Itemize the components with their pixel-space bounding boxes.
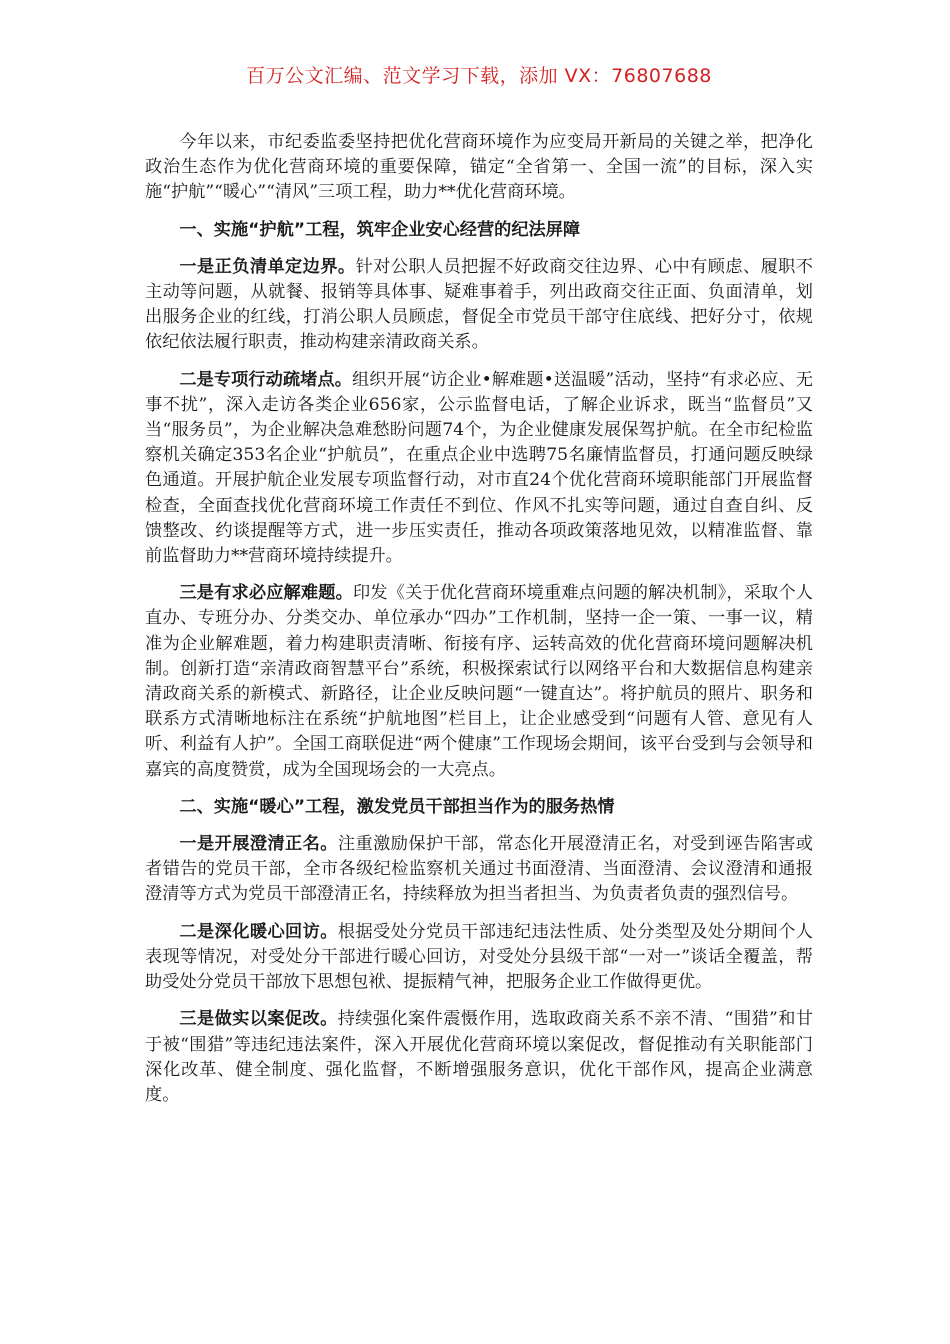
document-page — [145, 62, 813, 1120]
item-lead: 二是专项行动疏堵点。 — [179, 369, 352, 390]
item-text: 持续强化案件震慑作用，选取政商关系不亲不清、“围猎”和甘于被“围猎”等违纪违法案件，深入开展优化营商环境以案促改，督促推动有关职能部门深化改革、健全制度、强化监督，不断增强服务意识，优化干部作风，提高企业满意度。 — [145, 1009, 813, 1105]
item-lead: 一是正负清单定边界。 — [179, 256, 356, 277]
section1-item-3 — [145, 581, 813, 783]
section-heading-1: 一、实施“护航”工程，筑牢企业安心经营的纪法屏障 — [179, 219, 581, 240]
section2-item-1 — [145, 832, 813, 908]
section1-item-2 — [145, 368, 813, 570]
item-lead: 三是做实以案促改。 — [179, 1009, 338, 1030]
section1-item-1 — [145, 255, 813, 356]
item-text: 根据受处分党员干部违纪违法性质、处分类型及处分期间个人表现等情况，对受处分干部进行暖心回访，对受处分县级干部“一对一”谈话全覆盖，帮助受处分党员干部放下思想包袱、提振精气神，把服务企业工作做得更优。 — [145, 921, 813, 993]
section2-item-3 — [145, 1007, 813, 1108]
item-text: 印发《关于优化营商环境重难点问题的解决机制》，采取个人直办、专班分办、分类交办、单位承办“四办”工作机制，坚持一企一策、一事一议，精准为企业解难题，着力构建职责清晰、衔接有序、运转高效的优化营商环境问题解决机制。创新打造“亲清政商智慧平台”系统，积极探索试行以网络平台和大数据信息构建亲清政商关系的新模式、新路径，让企业反映问题“一键直达”。将护航员的照片、职务和联系方式清晰地标注在系统“护航地图”栏目上，让企业感受到“问题有人管、意见有人听、利益有人护”。全国工商联促进“两个健康”工作现场会期间，该平台受到与会领导和嘉宾的高度赞赏，成为全国现场会的一大亮点。 — [145, 583, 813, 780]
promo-banner: 百万公文汇编、范文学习下载，添加 VX：76807688 — [246, 65, 712, 87]
section2-item-2 — [145, 920, 813, 996]
intro-paragraph: 今年以来，市纪委监委坚持把优化营商环境作为应变局开新局的关键之举，把净化政治生态作为优化营商环境的重要保障，锚定“全省第一、全国一流”的目标，深入实施“护航”“暖心”“清风”三项工程，助力**优化营商环境。 — [145, 132, 813, 203]
item-text: 组织开展“访企业•解难题•送温暖”活动，坚持“有求必应、无事不扰”，深入走访各类企业656家，公示监督电话，了解企业诉求，既当“监督员”又当“服务员”，为企业解决急难愁盼问题74个，为企业健康发展保驾护航。在全市纪检监察机关确定353名企业“护航员”，在重点企业中选聘75名廉情监督员，打通问题反映绿色通道。开展护航企业发展专项监督行动，对市直24个优化营商环境职能部门开展监督检查，全面查找优化营商环境工作责任不到位、作风不扎实等问题，通过自查自纠、反馈整改、约谈提醒等方式，进一步压实责任，推动各项政策落地见效，以精准监督、靠前监督助力**营商环境持续提升。 — [145, 369, 813, 567]
item-text: 针对公职人员把握不好政商交往边界、心中有顾虑、履职不主动等问题，从就餐、报销等具体事、疑难事着手，列出政商交往正面、负面清单，划出服务企业的红线，打消公职人员顾虑，督促全市党员干部守住底线、把好分寸，依规依纪依法履行职责，推动构建亲清政商关系。 — [145, 256, 813, 353]
item-lead: 三是有求必应解难题。 — [179, 583, 354, 604]
item-lead: 二是深化暖心回访。 — [179, 921, 338, 942]
item-lead: 一是开展澄清正名。 — [179, 834, 338, 855]
item-text: 注重激励保护干部，常态化开展澄清正名，对受到诬告陷害或者错告的党员干部，全市各级纪检监察机关通过书面澄清、当面澄清、会议澄清和通报澄清等方式为党员干部澄清正名，持续释放为担当者担当、为负责者负责的强烈信号。 — [145, 834, 813, 905]
section-heading-2: 二、实施“暖心”工程，激发党员干部担当作为的服务热情 — [179, 796, 615, 817]
